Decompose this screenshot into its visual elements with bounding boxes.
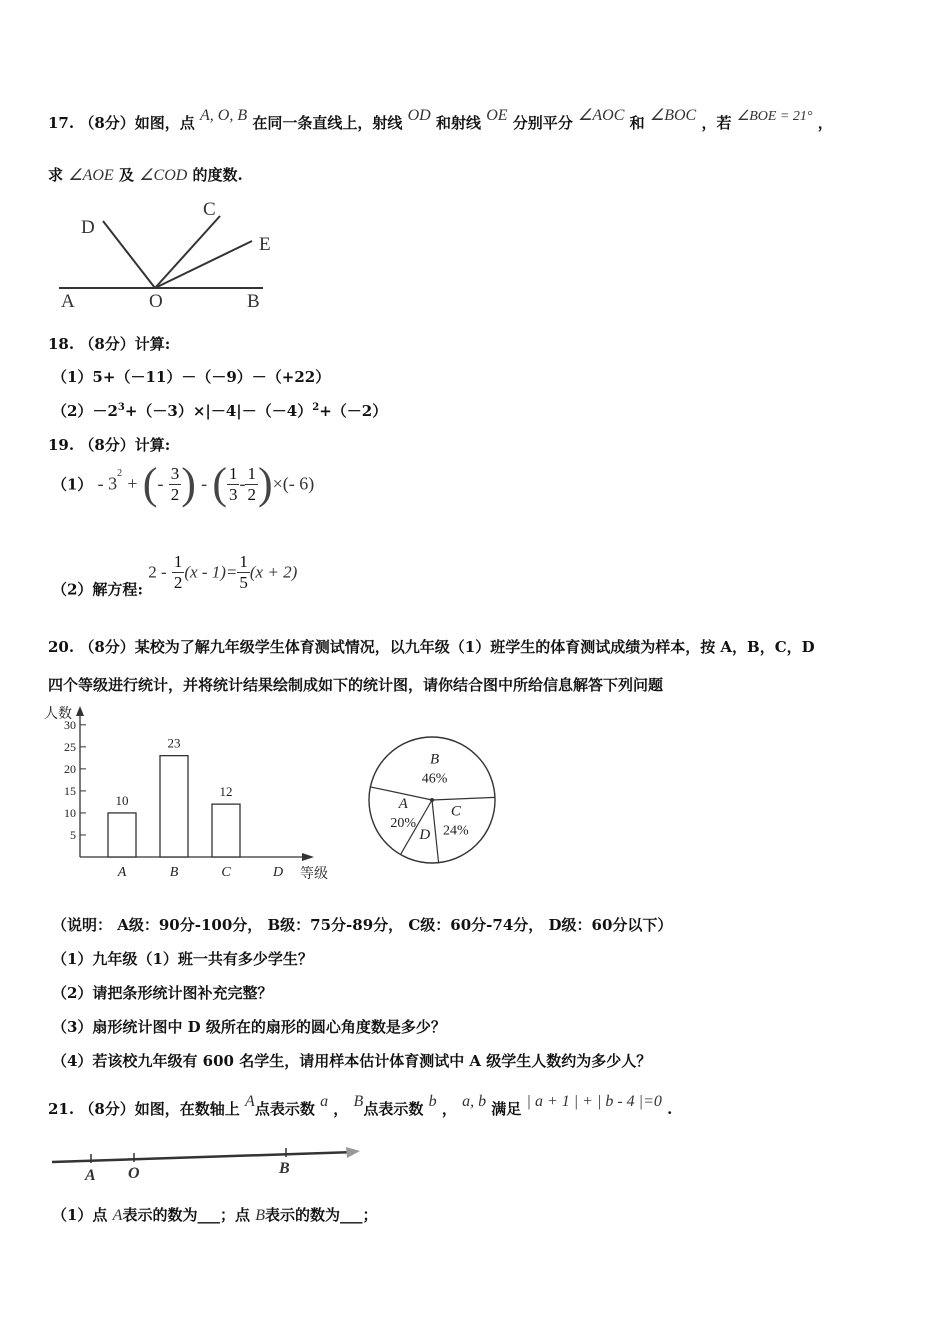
q21-var-a: a: [320, 1093, 329, 1110]
category-label: D: [272, 865, 284, 880]
q21-vars-ab: a, b: [462, 1093, 487, 1110]
q17-line2: [48, 164, 243, 185]
label-a: A: [61, 291, 75, 312]
q19-expr-tail: ×(- 6): [272, 473, 315, 494]
q17-angle-aoc: ∠AOC: [578, 107, 625, 124]
y-tick-label: 15: [64, 783, 76, 798]
q20-sub2: （2）请把条形统计图补充完整？: [52, 984, 273, 1002]
q21-text-1: 如图，在数轴上: [134, 1100, 240, 1118]
slice-label-A: A: [398, 795, 408, 812]
label-b: B: [247, 291, 260, 312]
q18-part2-label: （2）: [52, 402, 93, 420]
q21-point-b: B: [353, 1093, 364, 1110]
slice-label-C: C: [450, 803, 461, 820]
q17-line1: [48, 107, 833, 133]
q21-text-2: 点表示数: [254, 1100, 315, 1118]
q19-expr-minus3: -: [239, 473, 246, 494]
frac-num: 3: [170, 463, 180, 483]
q17-text-2: 在同一条直线上，射线: [252, 114, 403, 132]
bar-B: [160, 756, 188, 857]
q21-text-7: .: [667, 1100, 673, 1118]
y-tick-label: 5: [70, 827, 76, 842]
q19-title: 19. （8分）计算:: [48, 436, 171, 454]
q17-angle-cod: ∠COD: [139, 167, 188, 184]
right-paren-icon: ): [181, 459, 196, 508]
q21-condition: | a + 1 | + | b - 4 |=0: [526, 1093, 662, 1110]
q18-part2: [52, 400, 387, 421]
q21-text-6: 满足: [491, 1100, 522, 1118]
q21-line1: [48, 1093, 673, 1119]
y-tick-label: 20: [64, 761, 76, 776]
fraction-1-3: [227, 464, 240, 505]
q17-ray-od: OD: [407, 107, 431, 124]
q21-text-3: ，: [333, 1100, 349, 1118]
ray-od: [103, 221, 155, 288]
category-label: B: [169, 865, 179, 880]
q21-part1-text-3: 表示的数为___；: [264, 1206, 378, 1224]
frac-den: 5: [239, 573, 248, 592]
category-label: C: [221, 865, 231, 880]
slice-percent-B: 46%: [421, 771, 448, 787]
bar-chart: [40, 700, 340, 885]
bar-value-label: 23: [167, 735, 181, 751]
q21-part1-b: B: [255, 1207, 265, 1224]
bar-C: [212, 804, 240, 857]
q19-expr-lead: - 3: [97, 473, 118, 494]
bar-value-label: 12: [219, 784, 233, 800]
axis-label-b: B: [279, 1160, 290, 1177]
q17-angle-figure: [55, 195, 285, 315]
q20-sub3: （3）扇形统计图中 D 级所在的扇形的圆心角度数是多少？: [52, 1018, 446, 1036]
category-label: A: [117, 865, 127, 880]
slice-percent-A: 20%: [390, 815, 417, 831]
q19-eq-tail: (x + 2): [249, 562, 298, 582]
fraction-3-2: [169, 464, 182, 505]
number-line-axis: [52, 1152, 355, 1162]
q19-part2-label: （2）解方程:: [52, 580, 143, 599]
q19-expr-plus: +: [127, 473, 138, 494]
q18-part2-c: +（－2）: [319, 402, 388, 420]
q21-number-line: [50, 1140, 370, 1185]
q18-part2-exp: 3: [117, 402, 125, 413]
q17-text-3: 和射线: [435, 114, 481, 132]
y-axis-arrow-icon: [76, 706, 84, 716]
q17-l2-text-1: 求: [48, 166, 64, 184]
q18-part2-exp2: 2: [312, 402, 320, 413]
q21-number: 21.: [48, 1100, 75, 1118]
slice-label-D: D: [419, 826, 431, 843]
axis-label-a: A: [85, 1167, 96, 1184]
q19-expr-minus1: -: [157, 473, 164, 494]
axis-label-o: O: [128, 1165, 140, 1182]
q18-part1: （1）5+（－11）－（－9）－（+22）: [52, 368, 331, 386]
ray-oe: [155, 241, 252, 288]
q17-text-1: 如图，点: [134, 114, 195, 132]
q17-l2-text-3: 的度数.: [192, 166, 243, 184]
q19-expr-lead-exp: 2: [117, 468, 123, 479]
frac-num: 1: [228, 463, 238, 483]
label-d: D: [81, 217, 95, 238]
q18-part2-b: +（－3）×|－4|－（－4）: [124, 402, 313, 420]
q17-number: 17.: [48, 114, 75, 132]
y-tick-label: 10: [64, 805, 76, 820]
right-paren-icon: ): [257, 459, 273, 508]
q20-line2: 四个等级进行统计，并将统计结果绘制成如下的统计图，请你结合图中所给信息解答下列问题: [48, 676, 664, 694]
left-paren-icon: (: [212, 459, 227, 508]
slice-percent-C: 24%: [443, 823, 469, 839]
q19-expr-minus2: -: [201, 473, 208, 494]
q18-part2-a: －2: [92, 402, 118, 420]
q17-l2-text-2: 及: [118, 166, 134, 184]
pie-chart: [362, 735, 502, 875]
slice-label-B: B: [430, 751, 440, 768]
q21-text-5: ，: [441, 1100, 457, 1118]
frac-den: 3: [228, 484, 238, 504]
q18-title: 18. （8分）计算:: [48, 335, 171, 353]
fraction-1-5-eq: [237, 552, 250, 593]
q21-part1-text-2: 表示的数为___；点: [122, 1206, 250, 1224]
q21-var-b: b: [428, 1093, 437, 1110]
ray-oc: [155, 216, 220, 288]
q21-part1-a: A: [112, 1207, 123, 1224]
q20-note: （说明： A级：90分-100分， B级：75分-89分， C级：60分-74分， D级：60分以下）: [52, 916, 673, 934]
frac-num: 1: [173, 552, 183, 571]
q17-angle-boc: ∠BOC: [649, 107, 697, 124]
frac-num: 1: [247, 463, 256, 483]
q17-text-7: ，: [817, 114, 833, 132]
frac-den: 2: [247, 484, 256, 504]
q21-score: （8分）: [79, 1100, 135, 1118]
q21-part1-text-1: （1）点: [52, 1206, 108, 1224]
q21-part1: [52, 1204, 378, 1225]
q21-point-a: A: [245, 1093, 255, 1110]
q17-points: A, O, B: [200, 107, 248, 124]
y-tick-label: 30: [64, 717, 76, 732]
y-tick-label: 25: [64, 739, 76, 754]
q21-text-4: 点表示数: [363, 1100, 424, 1118]
q20-line1: 20. （8分）某校为了解九年级学生体育测试情况，以九年级（1）班学生的体育测试成绩为样本，按 A，B，C，D: [48, 638, 815, 656]
label-o: O: [149, 291, 163, 312]
fraction-1-2: [245, 464, 258, 505]
number-line-arrow-icon: [346, 1147, 360, 1158]
bar-value-label: 10: [115, 792, 129, 808]
frac-num: 1: [239, 552, 248, 571]
q19-eq-mid: (x - 1)=: [184, 562, 238, 582]
frac-den: 2: [170, 484, 180, 504]
label-e: E: [259, 234, 271, 255]
q20-sub4: （4）若该校九年级有 600 名学生，请用样本估计体育测试中 A 级学生人数约为多少人？: [52, 1052, 652, 1070]
q17-text-5: 和: [629, 114, 645, 132]
bar-chart-xlabel: 等级: [300, 867, 328, 882]
pie-center: [430, 798, 434, 802]
fraction-1-2-eq: [172, 552, 185, 593]
q17-text-6: ，若: [701, 114, 732, 132]
left-paren-icon: (: [142, 459, 158, 508]
q17-angle-aoe: ∠AOE: [68, 167, 114, 184]
q19-eq-lead: 2 -: [148, 562, 167, 582]
label-c: C: [203, 199, 216, 220]
frac-den: 2: [173, 573, 183, 592]
q17-ray-oe: OE: [486, 107, 508, 124]
bar-A: [108, 813, 136, 857]
q17-score: （8分）: [79, 114, 135, 132]
q17-text-4: 分别平分: [512, 114, 573, 132]
q17-angle-boe: ∠BOE = 21°: [736, 109, 813, 124]
q20-sub1: （1）九年级（1）班一共有多少学生？: [52, 950, 313, 968]
bar-chart-ylabel: 人数: [44, 707, 72, 722]
q19-part1-label: （1）: [52, 475, 93, 494]
x-axis-arrow-icon: [302, 853, 314, 861]
q19-part1: [52, 459, 315, 508]
q19-part2: [52, 552, 297, 600]
